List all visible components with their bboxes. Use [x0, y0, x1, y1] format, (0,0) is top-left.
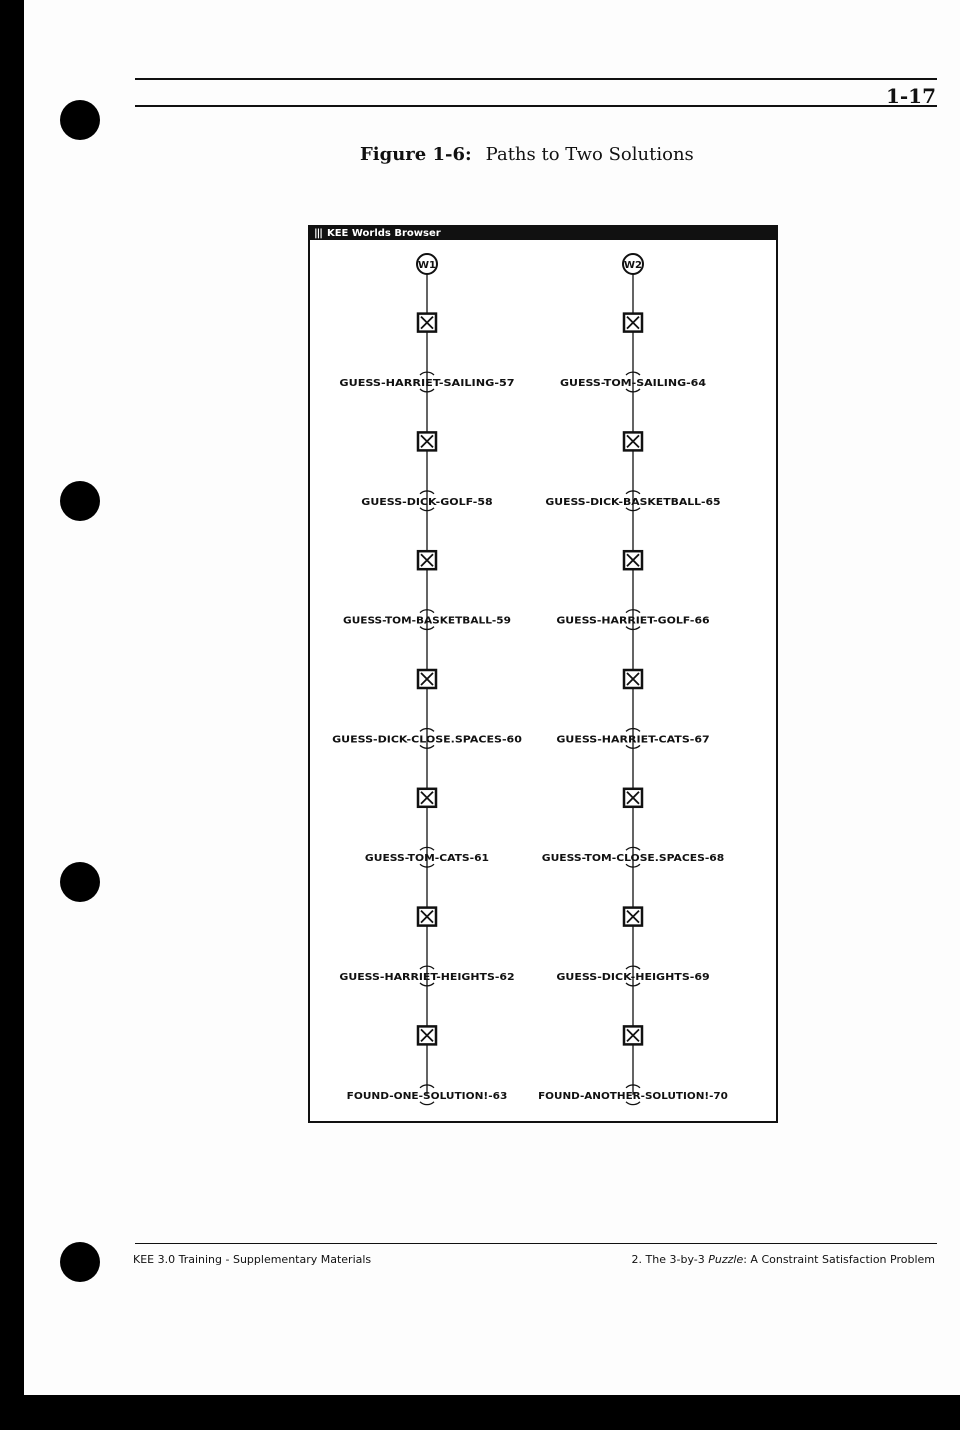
- footer-right-prefix: 2. The 3-by-3: [631, 1253, 709, 1266]
- punch-hole: [60, 481, 100, 521]
- world-node-label[interactable]: GUESS-HARRIET-HEIGHTS-62: [339, 972, 515, 983]
- world-node-label[interactable]: GUESS-DICK-BASKETBALL-65: [545, 496, 721, 508]
- world-node-label[interactable]: GUESS-HARRIET-CATS-67: [556, 734, 710, 746]
- world-node-arc: [626, 1102, 640, 1105]
- header-rule-top: [135, 78, 937, 80]
- footer-left-text: KEE 3.0 Training - Supplementary Materials: [133, 1253, 372, 1266]
- figure-title: Paths to Two Solutions: [485, 144, 694, 165]
- world-root-label: W1: [418, 260, 436, 271]
- world-node-label[interactable]: GUESS-HARRIET-SAILING-57: [339, 378, 515, 389]
- window-menu-icon[interactable]: |||: [314, 228, 322, 239]
- kee-worlds-browser-window[interactable]: [308, 225, 778, 1123]
- world-node-label[interactable]: FOUND-ONE-SOLUTION!-63: [346, 1090, 508, 1102]
- window-title: KEE Worlds Browser: [326, 228, 441, 239]
- worlds-graph[interactable]: [310, 240, 776, 1121]
- figure-caption: [360, 144, 694, 165]
- world-node-label[interactable]: FOUND-ANOTHER-SOLUTION!-70: [538, 1090, 728, 1102]
- figure-number: Figure 1-6:: [360, 144, 472, 165]
- world-node-label[interactable]: GUESS-TOM-BASKETBALL-59: [343, 615, 511, 627]
- punch-hole: [60, 862, 100, 902]
- footer-right-text: [632, 1253, 935, 1266]
- footer-rule: [135, 1243, 937, 1244]
- world-node-label[interactable]: GUESS-HARRIET-GOLF-66: [556, 615, 710, 627]
- punch-hole: [60, 1242, 100, 1282]
- world-node-label[interactable]: GUESS-TOM-SAILING-64: [560, 378, 707, 389]
- world-node-label[interactable]: GUESS-DICK-CLOSE.SPACES-60: [332, 734, 522, 746]
- header-rule-bottom: [135, 105, 937, 107]
- footer-right-suffix: : A Constraint Satisfaction Problem: [743, 1253, 935, 1266]
- world-node-label[interactable]: GUESS-TOM-CATS-61: [364, 853, 490, 865]
- page-number: 1-17: [885, 84, 936, 108]
- world-node-label[interactable]: GUESS-TOM-CLOSE.SPACES-68: [541, 853, 725, 865]
- world-root-label: W2: [624, 260, 642, 271]
- footer-right-italic: Puzzle: [708, 1253, 744, 1266]
- punch-hole: [60, 100, 100, 140]
- world-node-arc: [420, 1102, 434, 1105]
- world-node-label[interactable]: GUESS-DICK-HEIGHTS-69: [556, 972, 710, 983]
- world-node-label[interactable]: GUESS-DICK-GOLF-58: [361, 496, 493, 508]
- window-titlebar[interactable]: [310, 227, 776, 240]
